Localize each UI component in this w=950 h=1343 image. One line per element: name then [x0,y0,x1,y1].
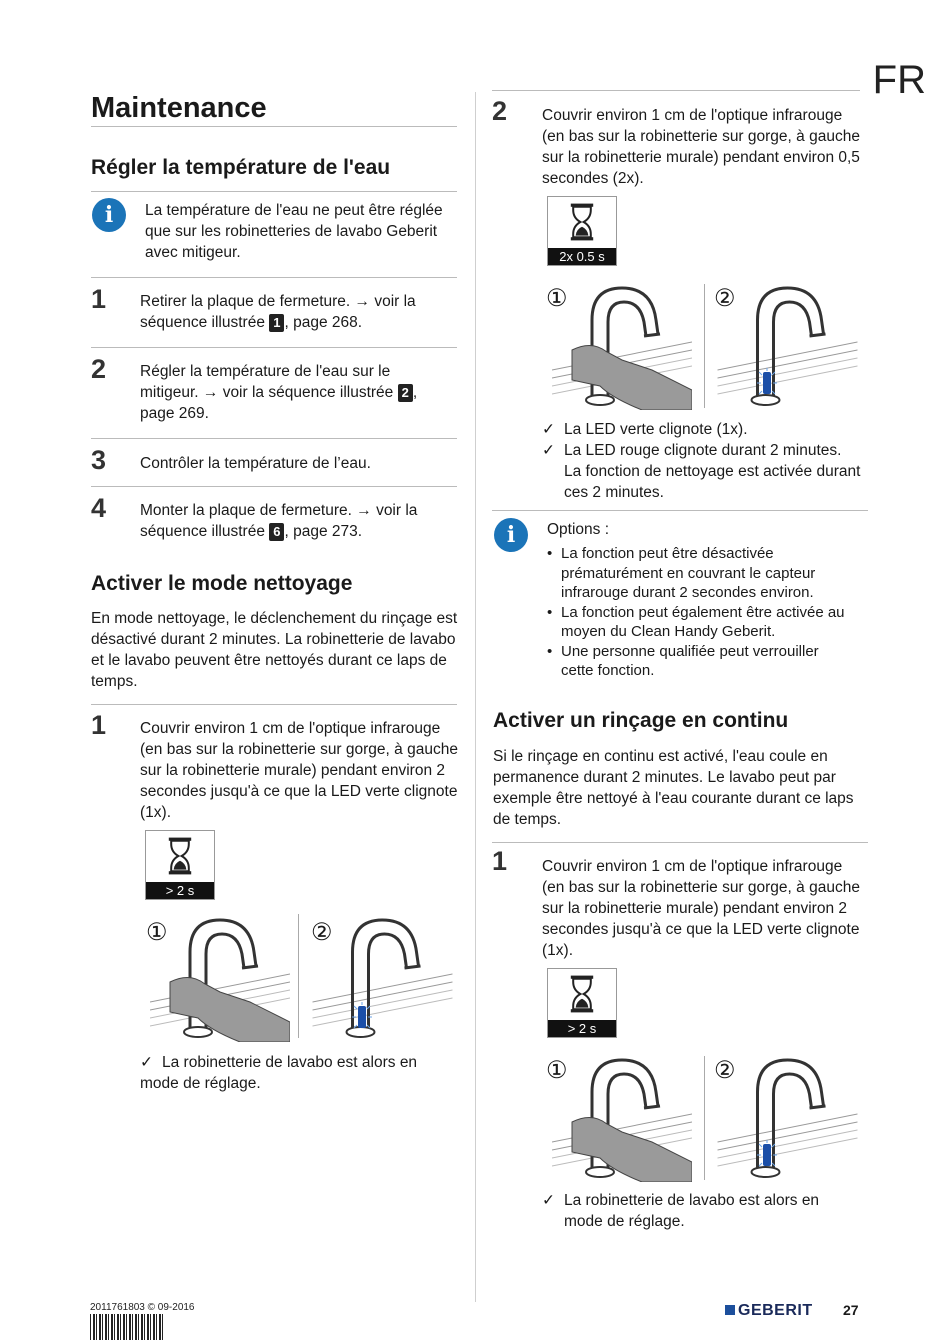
step-text-part: , page 269. [140,384,418,422]
timer-box [145,830,215,900]
timer-label: > 2 s [548,1020,616,1037]
divider [91,277,457,278]
info-note: La température de l'eau ne peut être réglée que sur les robinetteries de lavabo Geberit avec mitigeur. [145,202,443,261]
hourglass-icon [566,201,598,243]
illustration-led-blink [710,1052,865,1182]
figure-label: ② [714,285,736,312]
list-item: • La fonction peut également être activée au moyen du Clean Handy Geberit. [547,603,853,642]
step-text: Couvrir environ 1 cm de l'optique infrarouge (en bas sur la robinetterie sur gorge, à gauche sur la robinetterie murale) pendant environ 2 secondes jusqu'à ce que la LED verte clignote (1x). [542,858,860,959]
led-icon [757,368,777,398]
result-item [542,440,862,503]
timer-box [547,968,617,1038]
step-number: 1 [492,846,508,876]
divider [492,842,868,843]
led-icon [757,1140,777,1170]
illustration-led-blink [305,912,460,1042]
divider [91,191,457,192]
step-text-part: Retirer la plaque de fermeture. → voir la séquence illustrée [140,293,416,331]
divider [91,438,457,439]
barcode [90,1314,164,1340]
section-heading-continuous-flush: Activer un rinçage en continu [493,709,789,732]
divider [492,510,868,511]
figure-divider [704,284,705,408]
timer-box [547,196,617,266]
sequence-badge: 6 [269,523,284,541]
sequence-badge: 2 [398,384,413,402]
list-item: • La fonction peut être désactivée prématurément en couvrant le capteur infrarouge durant 2 secondes environ. [547,544,853,603]
info-icon: i [92,198,126,232]
step-text [140,500,458,542]
timer-label: > 2 s [146,882,214,899]
page-number: 27 [843,1302,859,1318]
divider [91,486,457,487]
illustration-cover-sensor [542,280,702,410]
result-item [542,419,862,440]
checkmark-icon: ✓ [542,1192,555,1209]
logo-square-icon [725,1305,735,1315]
result-text: La LED rouge clignote durant 2 minutes. La fonction de nettoyage est activée durant ces 2 minutes. [564,442,861,501]
figure-label: ② [714,1057,736,1084]
result-item [542,1190,862,1232]
step-text-part: , page 273. [284,523,363,540]
step-text: Couvrir environ 1 cm de l'optique infrarouge (en bas sur la robinetterie sur gorge, à gauche sur la robinetterie murale) pendant environ 2 secondes jusqu'à ce que la LED verte clignote (1x). [140,720,458,821]
step-text-part: Monter la plaque de fermeture. → voir la séquence illustrée [140,502,418,540]
illustration-cover-sensor [140,912,300,1042]
language-code: FR [872,58,926,102]
result-item [140,1052,460,1094]
info-icon: i [494,518,528,552]
step-text-part: , page 268. [284,314,363,331]
result-text: La robinetterie de lavabo est alors en mode de réglage. [564,1192,820,1230]
document-reference: 2011761803 © 09-2016 [90,1302,195,1313]
step-number: 2 [91,354,107,384]
page-title: Maintenance [91,92,267,124]
figure-label: ① [146,919,168,946]
section-heading-temperature: Régler la température de l'eau [91,156,391,179]
figure-label: ① [546,285,568,312]
column-divider [475,92,476,1302]
divider [91,347,457,348]
illustration-led-blink [710,280,865,410]
options-list [547,544,853,681]
step-text: Couvrir environ 1 cm de l'optique infrarouge (en bas sur la robinetterie sur gorge, à gauche sur la robinetterie murale) pendant environ 0,5 secondes (2x). [542,107,860,187]
step-text: Contrôler la température de l’eau. [140,455,371,472]
figure-label: ① [546,1057,568,1084]
divider [91,704,457,705]
step-text-part: Régler la température de l'eau sur le mitigeur. → voir la séquence illustrée [140,363,398,401]
checkmark-icon: ✓ [542,421,555,438]
list-item: • Une personne qualifiée peut verrouiller cette fonction. [547,642,853,681]
step-number: 4 [91,493,107,523]
checkmark-icon: ✓ [542,442,555,459]
options-title: Options : [547,521,610,538]
divider [91,126,457,127]
step-text [140,291,458,333]
illustration-cover-sensor [542,1052,702,1182]
section-heading-cleaning-mode: Activer le mode nettoyage [91,572,353,595]
step-number: 1 [91,710,107,740]
result-text: La robinetterie de lavabo est alors en mode de réglage. [140,1054,418,1092]
step-number: 3 [91,445,107,475]
led-icon [352,1002,372,1032]
step-text [140,361,440,424]
step-number: 2 [492,96,508,126]
figure-label: ② [311,919,333,946]
step-number: 1 [91,284,107,314]
divider [492,90,860,91]
section-intro: En mode nettoyage, le déclenchement du rinçage est désactivé durant 2 minutes. La robinetterie de lavabo et le lavabo peuvent être nettoyés durant ce laps de temps. [91,610,458,690]
result-text: La LED verte clignote (1x). [564,421,748,438]
hourglass-icon [164,835,196,877]
brand-name: GEBERIT [738,1302,813,1319]
brand-logo [725,1302,813,1320]
checkmark-icon: ✓ [140,1054,153,1071]
figure-divider [704,1056,705,1180]
sequence-badge: 1 [269,314,284,332]
figure-divider [298,914,299,1038]
section-intro: Si le rinçage en continu est activé, l'eau coule en permanence durant 2 minutes. Le lavabo peut par exemple être nettoyé à l'eau courante durant ce laps de temps. [493,748,854,828]
hourglass-icon [566,973,598,1015]
timer-label: 2x 0.5 s [548,248,616,265]
